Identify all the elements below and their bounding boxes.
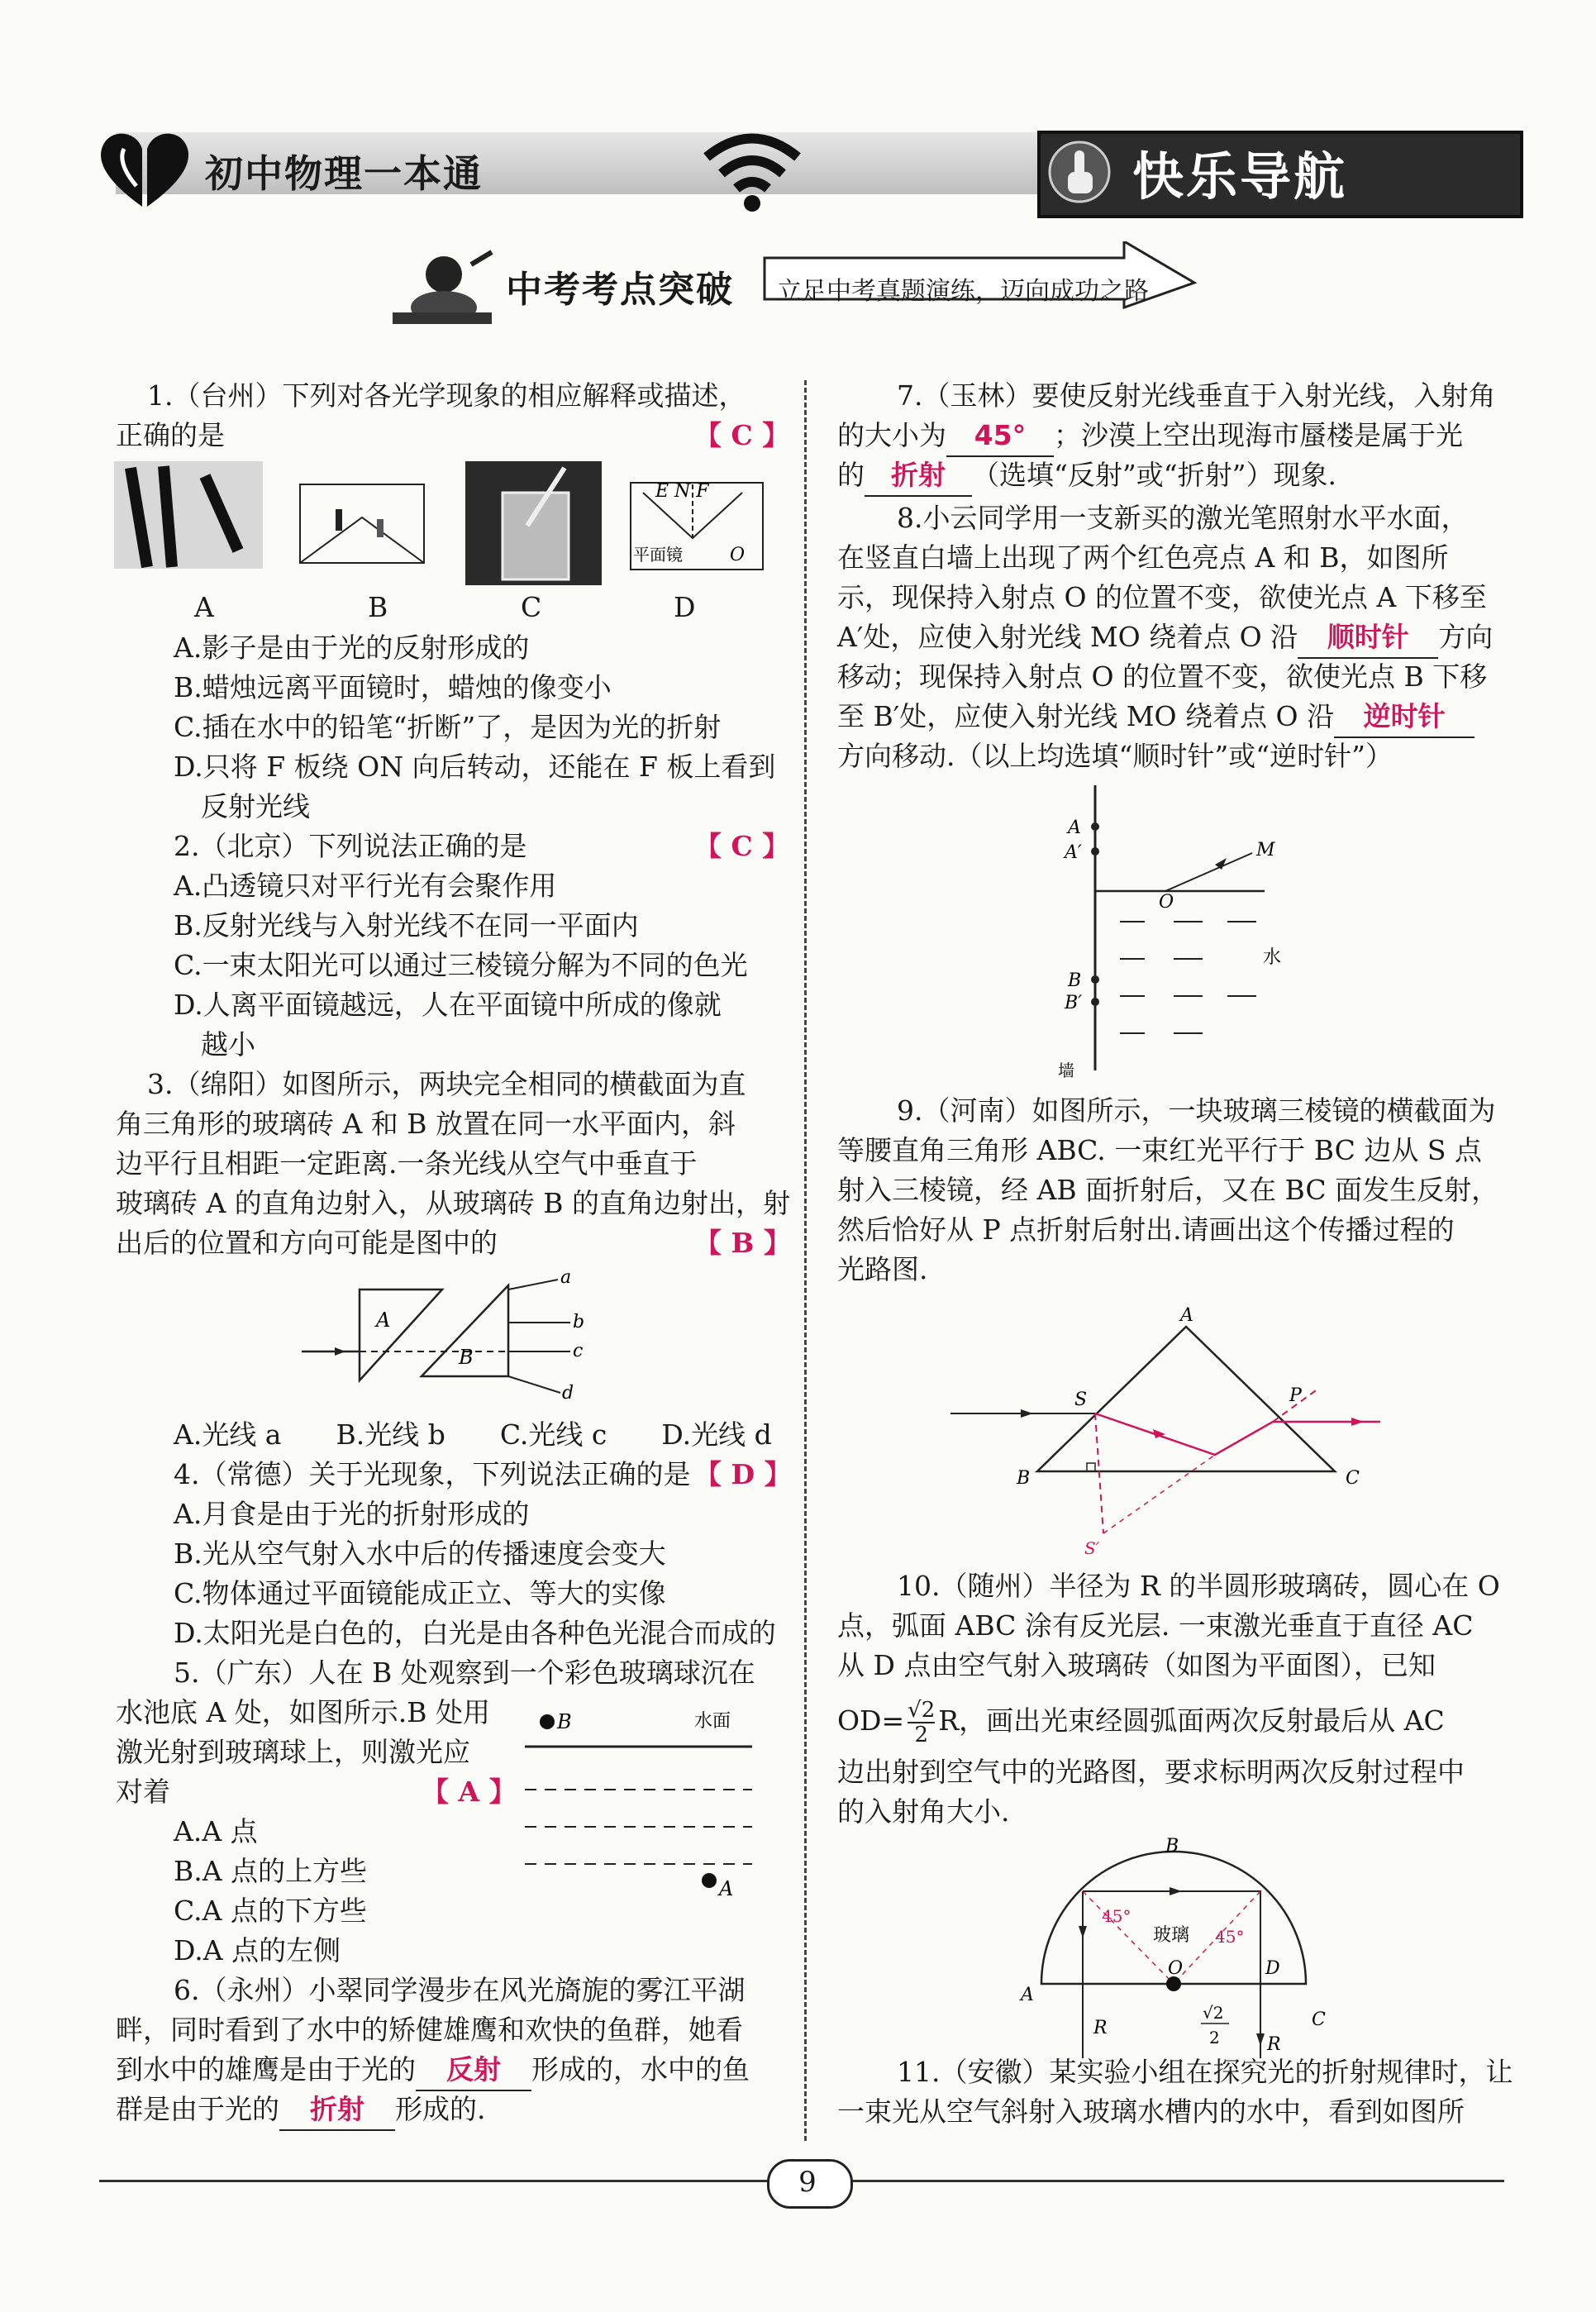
q10-stem-2: 点，弧面 ABC 涂有反光层. 一束激光垂直于直径 AC	[837, 1609, 1474, 1642]
q1-label-b: B	[368, 591, 388, 623]
q4-option-d: D.太阳光是白色的，白光是由各种色光混合而成的	[174, 1617, 776, 1649]
svg-text:√2: √2	[1203, 2003, 1224, 2023]
q8-answer-1: 顺时针	[1298, 617, 1438, 659]
q1-label-c: C	[521, 591, 542, 623]
q8-answer-2: 逆时针	[1334, 697, 1475, 738]
q1-label-d: D	[674, 591, 696, 623]
svg-text:A: A	[1021, 1985, 1034, 2005]
svg-text:45°: 45°	[1102, 1906, 1131, 1926]
q1-option-a: A.影子是由于光的反射形成的	[174, 632, 530, 664]
svg-text:A: A	[376, 1309, 391, 1332]
svg-text:B: B	[1165, 1836, 1179, 1857]
svg-text:水: 水	[1263, 947, 1282, 968]
svg-text:水面: 水面	[694, 1711, 731, 1732]
svg-text:玻璃: 玻璃	[1153, 1925, 1190, 1946]
q2-option-a: A.凸透镜只对平行光有会聚作用	[174, 870, 557, 902]
q2-answer: 【 C 】	[694, 830, 790, 862]
q5-figure	[521, 1699, 760, 1905]
q9-stem-3: 射入三棱镜，经 AB 面折射后，又在 BC 面发生反射，	[837, 1174, 1499, 1206]
q5-option-a: A.A 点	[174, 1815, 258, 1847]
q5-answer: 【 A 】	[422, 1776, 517, 1808]
pointing-hand-icon	[1043, 139, 1116, 205]
q1-pictures	[114, 460, 775, 592]
q2-option-d: D.人离平面镜越远，人在平面镜中所成的像就	[174, 989, 722, 1021]
svg-text:墙: 墙	[1058, 1061, 1074, 1080]
q2-option-d-cont: 越小	[201, 1028, 255, 1061]
q4-option-c: C.物体通过平面镜能成正立、等大的实像	[174, 1577, 666, 1609]
q10-stem-4: OD= $\frac{√2}{2}$ R，画出光束经圆弧面两次反射最后从 AC	[837, 1698, 1445, 1747]
q1-label-a: A	[194, 591, 214, 623]
column-divider	[804, 380, 807, 2141]
q3-answer: 【 B 】	[694, 1227, 791, 1259]
q4-option-a: A.月食是由于光的折射形成的	[174, 1498, 530, 1530]
q6-stem-2: 畔，同时看到了水中的矫健雄鹰和欢快的鱼群，她看	[116, 2014, 743, 2046]
q1-stem-2: 正确的是	[116, 419, 225, 451]
q5-option-d: D.A 点的左侧	[174, 1934, 341, 1966]
q3-stem-1: 3.（绵阳）如图所示，两块完全相同的横截面为直	[147, 1068, 746, 1100]
svg-text:A: A	[1068, 818, 1081, 838]
section-title: 中考考点突破	[506, 269, 734, 311]
q10-stem-1: 10.（随州）半径为 R 的半圆形玻璃砖，圆心在 O	[897, 1570, 1500, 1602]
book-title: 初中物理一本通	[205, 151, 483, 196]
q7-answer-2: 折射	[865, 455, 972, 497]
svg-text:A: A	[1180, 1305, 1193, 1326]
svg-text:A: A	[719, 1877, 734, 1900]
q6-answer-2: 折射	[279, 2090, 395, 2131]
q5-stem-1: 5.（广东）人在 B 处观察到一个彩色玻璃球沉在	[174, 1657, 755, 1689]
q6-stem-3: 到水中的雄鹰是由于光的 反射 形成的，水中的鱼	[116, 2050, 750, 2091]
q8-stem-1: 8.小云同学用一支新买的激光笔照射水平水面，	[897, 502, 1469, 534]
section-subtitle: 立足中考真题演练，迈向成功之路	[777, 277, 1149, 306]
q9-stem-1: 9.（河南）如图所示，一块玻璃三棱镜的横截面为	[897, 1094, 1496, 1127]
svg-text:A′: A′	[1065, 842, 1082, 863]
q5-stem-4: 对着	[116, 1776, 170, 1808]
q5-option-b: B.A 点的上方些	[174, 1855, 368, 1887]
svg-text:C: C	[1312, 2009, 1326, 2030]
q11-stem-2: 一束光从空气斜射入玻璃水槽内的水中，看到如图所	[837, 2095, 1465, 2128]
q7-stem-3: 的 折射 （选填“反射”或“折射”）现象.	[837, 455, 1336, 497]
q1-answer: 【 C 】	[694, 419, 790, 451]
q9-stem-2: 等腰直角三角形 ABC. 一束红光平行于 BC 边从 S 点	[837, 1134, 1482, 1166]
q6-stem-1: 6.（永州）小翠同学漫步在风光旖旎的雾江平湖	[174, 1974, 746, 2006]
mascot-icon	[384, 248, 504, 331]
hearts-logo-icon	[91, 124, 198, 215]
svg-text:B: B	[557, 1710, 572, 1733]
q2-option-b: B.反射光线与入射光线不在同一平面内	[174, 909, 639, 941]
svg-text:B: B	[459, 1346, 474, 1369]
q9-stem-4: 然后恰好从 P 点折射后射出.请画出这个传播过程的	[837, 1213, 1455, 1246]
q3-figure	[298, 1273, 595, 1418]
svg-text:R: R	[1093, 2018, 1108, 2038]
q8-stem-3: 示，现保持入射点 O 的位置不变，欲使光点 A 下移至	[837, 581, 1487, 613]
svg-text:R: R	[1267, 2034, 1281, 2055]
q1-option-d-cont: 反射光线	[201, 790, 310, 822]
q8-stem-7: 方向移动.（以上均选填“顺时针”或“逆时针”）	[837, 740, 1393, 772]
q5-stem-3: 激光射到玻璃球上，则激光应	[116, 1736, 470, 1768]
q1-option-c: C.插在水中的铅笔“折断”了，是因为光的折射	[174, 711, 722, 743]
q8-stem-2: 在竖直白墙上出现了两个红色亮点 A 和 B，如图所	[837, 541, 1449, 574]
q3-stem-2: 角三角形的玻璃砖 A 和 B 放置在同一水平面内，斜	[116, 1108, 736, 1140]
svg-text:E N F: E N F	[655, 481, 709, 502]
q3-stem-3: 边平行且相距一定距离.一条光线从空气中垂直于	[116, 1147, 698, 1180]
svg-text:M: M	[1256, 840, 1275, 860]
q8-figure	[1050, 785, 1314, 1091]
svg-text:45°: 45°	[1215, 1927, 1245, 1947]
q10-stem-5: 边出射到空气中的光路图，要求标明两次反射过程中	[837, 1756, 1465, 1788]
svg-text:C: C	[1346, 1468, 1360, 1489]
mirror-candle-figure	[300, 484, 424, 563]
svg-text:B: B	[1068, 970, 1082, 991]
svg-text:O: O	[1168, 1958, 1184, 1979]
q6-answer-1: 反射	[416, 2050, 531, 2091]
page-number: 9	[798, 2166, 817, 2199]
q8-stem-6: 至 B′处，应使入射光线 MO 绕着点 O 沿 逆时针	[837, 697, 1475, 738]
q10-figure	[1004, 1835, 1335, 2062]
q8-stem-4: A′处，应使入射光线 MO 绕着点 O 沿 顺时针 方向	[837, 617, 1493, 659]
svg-text:c: c	[573, 1341, 584, 1361]
svg-text:S′: S′	[1084, 1538, 1100, 1558]
q3-stem-5: 出后的位置和方向可能是图中的	[116, 1227, 498, 1259]
q10-stem-3: 从 D 点由空气射入玻璃砖（如图为平面图），已知	[837, 1649, 1436, 1681]
svg-text:D: D	[1265, 1958, 1280, 1979]
q3-stem-4: 玻璃砖 A 的直角边射入，从玻璃砖 B 的直角边射出，射	[116, 1187, 791, 1219]
q7-stem-2: 的大小为 45° ；沙漠上空出现海市蜃楼是属于光	[837, 416, 1463, 457]
q1-stem: 1.（台州）下列对各光学现象的相应解释或描述，	[147, 379, 746, 412]
svg-text:2: 2	[1209, 2028, 1220, 2047]
svg-text:P: P	[1289, 1385, 1302, 1406]
q1-option-d: D.只将 F 板绕 ON 向后转动，还能在 F 板上看到	[174, 751, 776, 783]
svg-text:b: b	[573, 1312, 585, 1332]
svg-text:S: S	[1074, 1390, 1088, 1410]
q6-stem-4: 群是由于光的 折射 形成的.	[116, 2090, 486, 2131]
q2-option-c: C.一束太阳光可以通过三棱镜分解为不同的色光	[174, 949, 748, 981]
q5-stem-2: 水池底 A 处，如图所示.B 处用	[116, 1696, 491, 1728]
svg-text:O: O	[730, 545, 746, 565]
q9-stem-5: 光路图.	[837, 1253, 928, 1285]
svg-text:B′: B′	[1065, 993, 1083, 1013]
q11-stem-1: 11.（安徽）某实验小组在探究光的折射规律时，让	[897, 2056, 1513, 2088]
q5-option-c: C.A 点的下方些	[174, 1895, 367, 1927]
q4-option-b: B.光从空气射入水中后的传播速度会变大	[174, 1537, 666, 1570]
svg-text:a: a	[560, 1273, 572, 1288]
svg-text:B: B	[1017, 1468, 1031, 1489]
svg-text:O: O	[1159, 892, 1174, 913]
q10-stem-6: 的入射角大小.	[837, 1795, 1010, 1828]
q3-options: A.光线 a B.光线 b C.光线 c D.光线 d	[174, 1418, 772, 1451]
q2-stem: 2.（北京）下列说法正确的是	[174, 830, 527, 862]
brand-title: 快乐导航	[1132, 146, 1348, 207]
q4-answer: 【 D 】	[694, 1458, 792, 1490]
q7-answer-1: 45°	[946, 416, 1054, 457]
svg-text:平面镜: 平面镜	[633, 545, 683, 565]
wifi-icon	[698, 124, 806, 215]
q1-option-b: B.蜡烛远离平面镜时，蜡烛的像变小	[174, 671, 612, 703]
q7-stem-1: 7.（玉林）要使反射光线垂直于入射光线，入射角	[897, 379, 1496, 412]
q8-stem-5: 移动；现保持入射点 O 的位置不变，欲使光点 B 下移	[837, 660, 1488, 693]
svg-text:d: d	[562, 1383, 574, 1404]
q9-figure	[942, 1298, 1405, 1571]
q4-stem: 4.（常德）关于光现象，下列说法正确的是	[174, 1458, 691, 1490]
